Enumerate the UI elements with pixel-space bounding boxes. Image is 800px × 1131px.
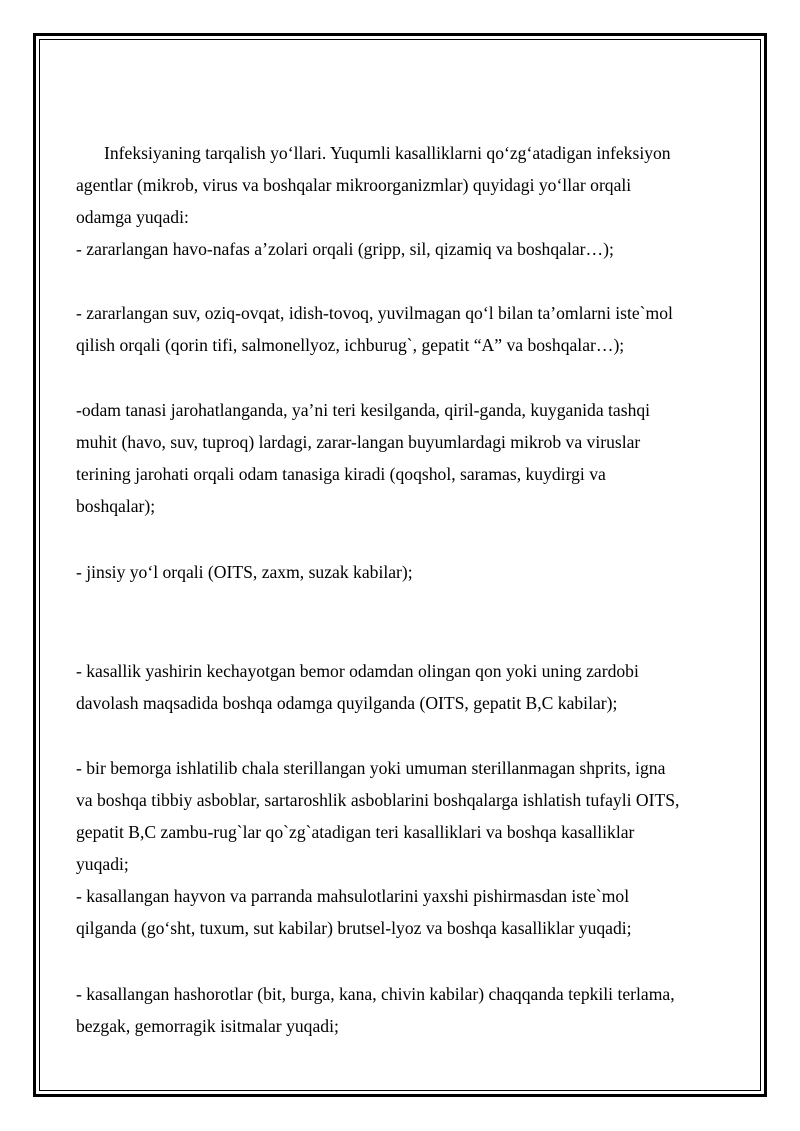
text-line: - kasallangan hashorotlar (bit, burga, kana, chivin kabilar) chaqqanda tepkili terlama, bbox=[76, 984, 675, 1004]
text-line: - kasallik yashirin kechayotgan bemor odamdan olingan qon yoki uning zardobi bbox=[76, 661, 639, 681]
text-line: qilish orqali (qorin tifi, salmonellyoz, ichburug`, gepatit “A” va boshqalar…); bbox=[76, 335, 625, 355]
text-line: qilganda (go‘sht, tuxum, sut kabilar) brutsel-lyoz va boshqa kasalliklar yuqadi; bbox=[76, 918, 632, 938]
text-line: - bir bemorga ishlatilib chala sterillangan yoki umuman sterillanmagan shprits, igna bbox=[76, 758, 666, 778]
text-line: -odam tanasi jarohatlanganda, ya’ni teri kesilganda, qiril-ganda, kuyganida tashqi bbox=[76, 400, 651, 420]
text-line: muhit (havo, suv, tuproq) lardagi, zarar-langan buyumlardagi mikrob va viruslar bbox=[76, 432, 641, 452]
text-line: agentlar (mikrob, virus va boshqalar mikroorganizmlar) quyidagi yo‘llar orqali bbox=[76, 175, 632, 195]
text-line: gepatit B,C zambu-rug`lar qo`zg`atadigan teri kasalliklari va boshqa kasalliklar bbox=[76, 822, 635, 842]
text-line: boshqalar); bbox=[76, 496, 156, 516]
text-line: Infeksiyaning tarqalish yo‘llari. Yuqumli kasalliklarni qo‘zg‘atadigan infeksiyon bbox=[104, 143, 671, 163]
text-line: - kasallangan hayvon va parranda mahsulotlarini yaxshi pishirmasdan iste`mol bbox=[76, 886, 630, 906]
text-line: bezgak, gemorragik isitmalar yuqadi; bbox=[76, 1016, 339, 1036]
text-line: va boshqa tibbiy asboblar, sartaroshlik asboblarini boshqalarga ishlatish tufayli OITS, bbox=[76, 790, 680, 810]
text-line: terining jarohati orqali odam tanasiga kiradi (qoqshol, saramas, kuydirgi va bbox=[76, 464, 606, 484]
text-line: - jinsiy yo‘l orqali (OITS, zaxm, suzak kabilar); bbox=[76, 562, 413, 582]
text-line: yuqadi; bbox=[76, 854, 129, 874]
text-line: davolash maqsadida boshqa odamga quyilganda (OITS, gepatit B,C kabilar); bbox=[76, 693, 618, 713]
text-line: - zararlangan suv, oziq-ovqat, idish-tovoq, yuvilmagan qo‘l bilan ta’omlarni iste`mol bbox=[76, 303, 673, 323]
text-line: - zararlangan havo-nafas a’zolari orqali (gripp, sil, qizamiq va boshqalar…); bbox=[76, 239, 614, 259]
text-line: odamga yuqadi: bbox=[76, 207, 189, 227]
